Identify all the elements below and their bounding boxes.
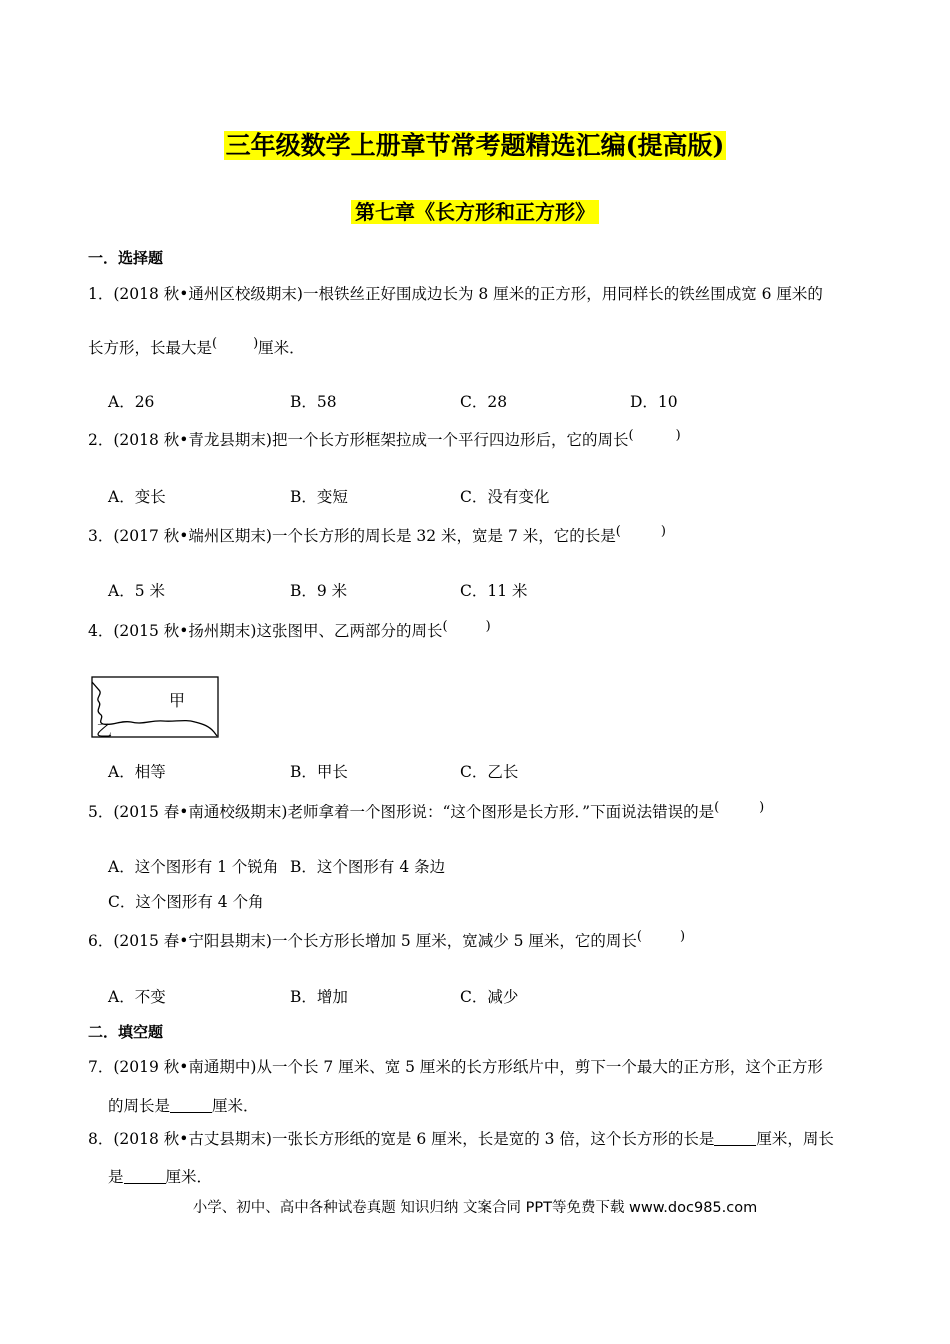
question-2-text: 2．(2018 秋•青龙县期末)把一个长方形框架拉成一个平行四边形后，它的周长( ) <box>88 428 681 449</box>
question-1-option-c[interactable]: C．28 <box>460 393 508 411</box>
question-8-line-2: 是 厘米． <box>108 1168 213 1186</box>
answer-blank[interactable] <box>714 1131 756 1146</box>
question-4-text: 4．(2015 秋•扬州期末)这张图甲、乙两部分的周长( ) <box>88 619 491 640</box>
label-yi: 乙 <box>96 721 113 738</box>
question-7-line-1: 7．(2019 秋•南通期中)从一个长 7 厘米、宽 5 厘米的长方形纸片中，剪下一个最大的正方形，这个正方形 <box>88 1058 823 1076</box>
question-3-text: 3．(2017 秋•端州区期末)一个长方形的周长是 32 米，宽是 7 米，它的长是( ) <box>88 524 666 545</box>
page-footer: 小学、初中、高中各种试卷真题 知识归纳 文案合同 PPT等免费下载 www.doc985.com <box>192 1200 758 1216</box>
question-7-line-2: 的周长是 厘米． <box>108 1097 259 1115</box>
question-5-option-b[interactable]: B．这个图形有 4 条边 <box>290 858 446 876</box>
question-1-line-1: 1．(2018 秋•通州区校级期末)一根铁丝正好围成边长为 8 厘米的正方形，用同样长的铁丝围成宽 6 厘米的 <box>88 285 823 303</box>
question-5-option-c[interactable]: C．这个图形有 4 个角 <box>108 893 264 911</box>
answer-blank[interactable] <box>124 1169 166 1184</box>
answer-blank[interactable] <box>170 1098 212 1113</box>
question-1-option-b[interactable]: B．58 <box>290 393 337 411</box>
question-3-option-b[interactable]: B．9 米 <box>290 582 348 600</box>
section-heading-choice: 一．选择题 <box>88 249 164 267</box>
question-2-option-b[interactable]: B．变短 <box>290 488 348 506</box>
question-1-line-2: 长方形，长最大是( )厘米． <box>88 336 305 357</box>
label-jia: 甲 <box>169 691 186 710</box>
question-1-option-d[interactable]: D．10 <box>630 393 678 411</box>
question-4-figure <box>91 676 219 738</box>
question-5-option-a[interactable]: A．这个图形有 1 个锐角 <box>108 858 279 876</box>
question-6-text: 6．(2015 春•宁阳县期末)一个长方形长增加 5 厘米，宽减少 5 厘米，它的周长( ) <box>88 929 686 950</box>
question-2-option-c[interactable]: C．没有变化 <box>460 488 550 506</box>
question-1-option-a[interactable]: A．26 <box>108 393 155 411</box>
question-5-text: 5．(2015 春•南通校级期末)老师拿着一个图形说：“这个图形是长方形．”下面说法错误的是( ) <box>88 800 765 821</box>
question-6-option-a[interactable]: A．不变 <box>108 988 166 1006</box>
chapter-title: 第七章《长方形和正方形》 <box>0 196 950 225</box>
page-title: 三年级数学上册章节常考题精选汇编(提高版) <box>225 131 725 160</box>
question-2-option-a[interactable]: A．变长 <box>108 488 166 506</box>
question-6-option-c[interactable]: C．减少 <box>460 988 519 1006</box>
question-4-option-c[interactable]: C．乙长 <box>460 763 519 781</box>
question-4-option-b[interactable]: B．甲长 <box>290 763 348 781</box>
section-heading-fill: 二．填空题 <box>88 1023 164 1041</box>
question-3-option-a[interactable]: A．5 米 <box>108 582 165 600</box>
question-3-option-c[interactable]: C．11 米 <box>460 582 528 600</box>
question-8-line-1: 8．(2018 秋•古丈县期末)一张长方形纸的宽是 6 厘米，长是宽的 3 倍，这个长方形的长是 厘米，周长 <box>88 1130 834 1148</box>
split-rectangle-diagram <box>91 676 219 738</box>
question-4-option-a[interactable]: A．相等 <box>108 763 166 781</box>
question-6-option-b[interactable]: B．增加 <box>290 988 348 1006</box>
